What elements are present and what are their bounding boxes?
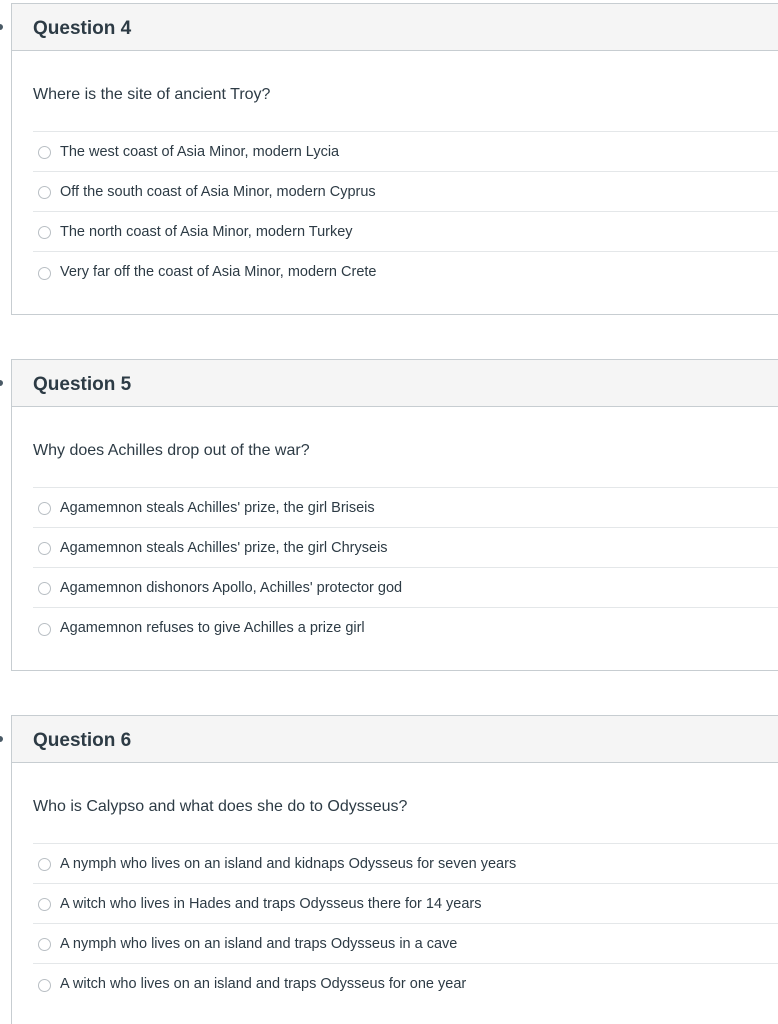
answer-option[interactable] xyxy=(33,844,778,884)
answer-option[interactable] xyxy=(33,172,778,212)
radio-button[interactable] xyxy=(38,267,51,280)
radio-button[interactable] xyxy=(38,979,51,992)
question-title: Question 6 xyxy=(33,729,132,751)
answer-label: Agamemnon steals Achilles' prize, the girl Briseis xyxy=(60,499,375,516)
radio-button[interactable] xyxy=(38,582,51,595)
answer-label: Off the south coast of Asia Minor, modern Cyprus xyxy=(60,183,376,200)
question-header xyxy=(12,360,778,407)
answer-option[interactable] xyxy=(33,924,778,964)
answer-label: Very far off the coast of Asia Minor, modern Crete xyxy=(60,264,377,280)
answer-option[interactable] xyxy=(33,568,778,608)
radio-button[interactable] xyxy=(38,542,51,555)
question-card xyxy=(11,359,778,671)
question-text: Why does Achilles drop out of the war? xyxy=(33,442,310,459)
question-marker-icon xyxy=(0,380,3,386)
answer-label: A nymph who lives on an island and kidnaps Odysseus for seven years xyxy=(60,855,517,872)
radio-button[interactable] xyxy=(38,623,51,636)
question-title: Question 4 xyxy=(33,17,132,39)
answer-list xyxy=(33,131,778,292)
radio-button[interactable] xyxy=(38,938,51,951)
answer-option[interactable] xyxy=(33,132,778,172)
radio-button[interactable] xyxy=(38,226,51,239)
answer-option[interactable] xyxy=(33,488,778,528)
radio-button[interactable] xyxy=(38,898,51,911)
answer-label: Agamemnon dishonors Apollo, Achilles' protector god xyxy=(60,579,403,596)
answer-option[interactable] xyxy=(33,252,778,292)
answer-label: A witch who lives on an island and traps Odysseus for one year xyxy=(60,976,467,992)
answer-list xyxy=(33,843,778,1004)
answer-label: The north coast of Asia Minor, modern Turkey xyxy=(60,223,353,240)
question-header xyxy=(12,4,778,51)
radio-button[interactable] xyxy=(38,186,51,199)
answer-option[interactable] xyxy=(33,884,778,924)
radio-button[interactable] xyxy=(38,502,51,515)
answer-label: Agamemnon refuses to give Achilles a prize girl xyxy=(60,620,365,636)
answer-option[interactable] xyxy=(33,608,778,648)
radio-button[interactable] xyxy=(38,146,51,159)
answer-option[interactable] xyxy=(33,212,778,252)
answer-list xyxy=(33,487,778,648)
question-text: Who is Calypso and what does she do to Odysseus? xyxy=(33,798,408,815)
answer-option[interactable] xyxy=(33,964,778,1004)
answer-label: Agamemnon steals Achilles' prize, the girl Chryseis xyxy=(60,539,388,556)
question-marker-icon xyxy=(0,24,3,30)
question-marker-icon xyxy=(0,736,3,742)
answer-label: A witch who lives in Hades and traps Odysseus there for 14 years xyxy=(60,895,482,912)
question-header xyxy=(12,716,778,763)
radio-button[interactable] xyxy=(38,858,51,871)
question-card xyxy=(11,715,778,1024)
question-title: Question 5 xyxy=(33,373,132,395)
question-text: Where is the site of ancient Troy? xyxy=(33,86,271,103)
answer-label: The west coast of Asia Minor, modern Lycia xyxy=(60,143,340,160)
question-card xyxy=(11,3,778,315)
answer-label: A nymph who lives on an island and traps Odysseus in a cave xyxy=(60,935,458,952)
answer-option[interactable] xyxy=(33,528,778,568)
